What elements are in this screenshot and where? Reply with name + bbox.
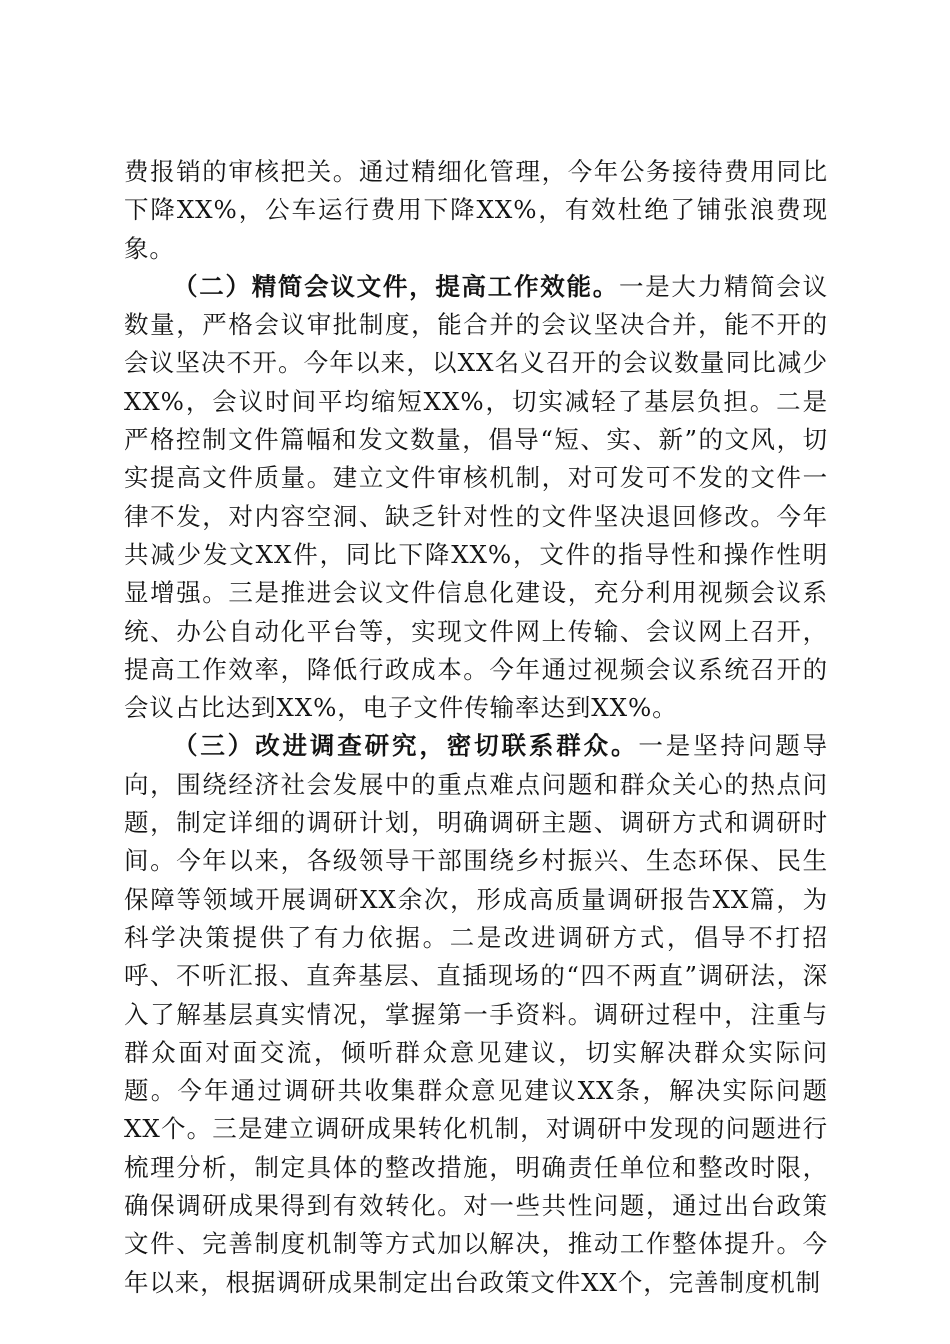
paragraph-continuation (124, 153, 828, 268)
section-heading: （二）精简会议文件，提高工作效能。 (173, 271, 619, 301)
section-heading: （三）改进调查研究，密切联系群众。 (173, 731, 639, 761)
paragraph-section-2 (124, 268, 828, 728)
document-body (124, 153, 828, 1302)
paragraph-text: 一是坚持问题导向，围绕经济社会发展中的重点难点问题和群众关心的热点问题，制定详细的调研计划，明确调研主题、调研方式和调研时间。今年以来，各级领导干部围绕乡村振兴、生态环保、民生保障等领域开展调研XX余次，形成高质量调研报告XX篇，为科学决策提供了有力依据。二是改进调研方式，倡导不打招呼、不听汇报、直奔基层、直插现场的“四不两直”调研法，深入了解基层真实情况，掌握第一手资料。调研过程中，注重与群众面对面交流，倾听群众意见建议，切实解决群众实际问题。今年通过调研共收集群众意见建议XX条，解决实际问题XX个。三是建立调研成果转化机制，对调研中发现的问题进行梳理分析，制定具体的整改措施，明确责任单位和整改时限，确保调研成果得到有效转化。对一些共性问题，通过出台政策文件、完善制度机制等方式加以解决，推动工作整体提升。今年以来，根据调研成果制定出台政策文件XX个，完善制度机制 (124, 731, 828, 1297)
paragraph-section-3 (124, 727, 828, 1301)
paragraph-text: 一是大力精简会议数量，严格会议审批制度，能合并的会议坚决合并，能不开的会议坚决不开。今年以来，以XX名义召开的会议数量同比减少XX%，会议时间平均缩短XX%，切实减轻了基层负担。二是严格控制文件篇幅和发文数量，倡导“短、实、新”的文风，切实提高文件质量。建立文件审核机制，对可发可不发的文件一律不发，对内容空洞、缺乏针对性的文件坚决退回修改。今年共减少发文XX件，同比下降XX%，文件的指导性和操作性明显增强。三是推进会议文件信息化建设，充分利用视频会议系统、办公自动化平台等，实现文件网上传输、会议网上召开，提高工作效率，降低行政成本。今年通过视频会议系统召开的会议占比达到XX%，电子文件传输率达到XX%。 (124, 271, 828, 723)
paragraph-text: 费报销的审核把关。通过精细化管理，今年公务接待费用同比下降XX%，公车运行费用下降XX%，有效杜绝了铺张浪费现象。 (124, 157, 828, 263)
